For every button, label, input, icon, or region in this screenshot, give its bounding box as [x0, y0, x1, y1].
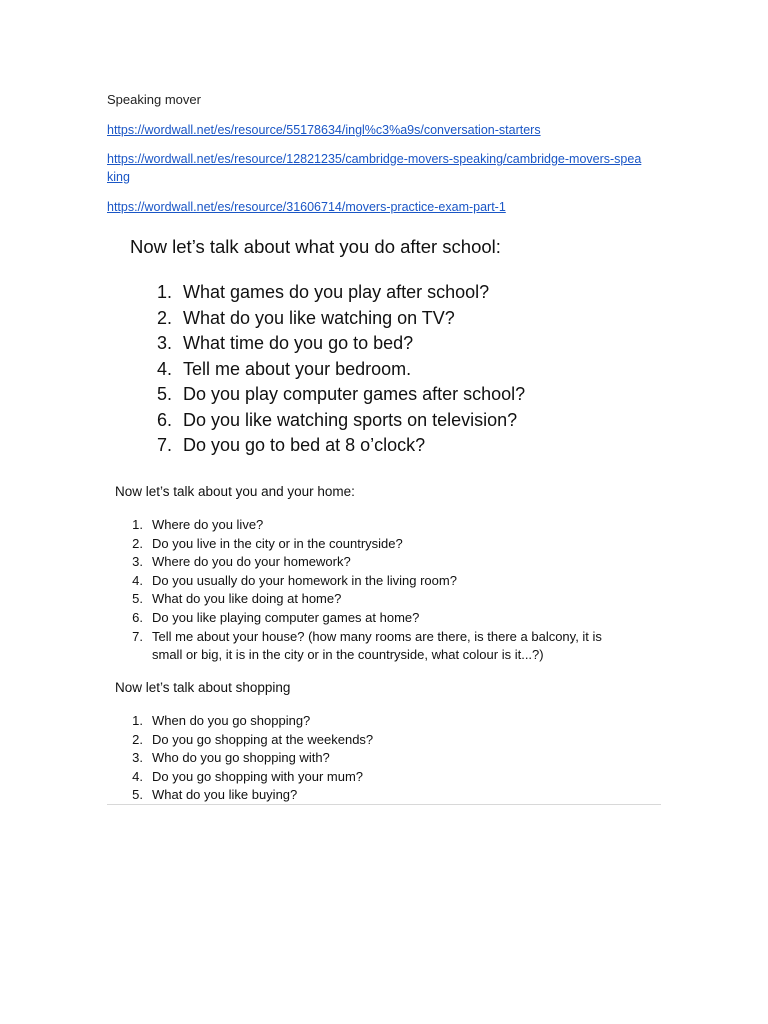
- document-title: Speaking mover: [107, 92, 201, 107]
- list-item: [152, 433, 525, 459]
- item-text: What games do you play after school?: [183, 282, 490, 302]
- item-number: 7.: [156, 435, 172, 455]
- list-item: [152, 357, 525, 383]
- list-item: [130, 572, 612, 591]
- item-number: 5.: [156, 384, 172, 404]
- item-text: When do you go shopping?: [152, 713, 311, 728]
- list-item: [130, 768, 373, 787]
- section-home: [112, 484, 612, 665]
- section-title: Now let’s talk about what you do after school:: [130, 236, 501, 257]
- item-number: 5.: [132, 591, 143, 607]
- item-number: 2.: [156, 307, 172, 328]
- item-text: What do you like buying?: [152, 787, 298, 803]
- list-item: [130, 609, 612, 628]
- question-list: [130, 516, 612, 665]
- list-item: [152, 306, 525, 332]
- list-item: [130, 535, 612, 554]
- list-item: [130, 786, 373, 805]
- item-number: 3.: [132, 750, 143, 766]
- item-text: Do you go shopping at the weekends?: [152, 731, 374, 747]
- item-text: Who do you go shopping with?: [152, 750, 330, 766]
- item-number: 4.: [132, 768, 143, 784]
- list-item: [130, 553, 612, 572]
- item-text: What time do you go to bed?: [183, 333, 414, 353]
- list-item: [130, 712, 373, 731]
- item-number: 1.: [132, 517, 143, 532]
- list-item: [152, 408, 525, 434]
- item-text: Tell me about your house? (how many rooms are there, is there a balcony, it is small or big, it is in the city or in the countryside, what colour is it...?): [152, 628, 602, 663]
- section-title: Now let’s talk about shopping: [115, 680, 291, 695]
- item-number: 4.: [132, 572, 143, 588]
- item-number: 5.: [132, 787, 143, 803]
- item-number: 1.: [132, 713, 143, 728]
- list-item: [152, 382, 525, 408]
- list-item: [152, 331, 525, 357]
- list-item: [130, 749, 373, 768]
- item-number: 1.: [156, 282, 172, 302]
- item-text: Do you play computer games after school?: [183, 384, 526, 404]
- question-list: [152, 280, 525, 459]
- list-item: [130, 628, 612, 665]
- item-number: 6.: [156, 409, 172, 430]
- resource-link-cambridge-movers-speaking[interactable]: https://wordwall.net/es/resource/12821235/cambridge-movers-speaking/cambridge-movers-speaking: [107, 152, 642, 184]
- item-text: Where do you live?: [152, 517, 264, 532]
- item-text: Where do you do your homework?: [152, 554, 351, 570]
- resource-link-conversation-starters[interactable]: https://wordwall.net/es/resource/55178634/ingl%c3%a9s/conversation-starters: [107, 123, 541, 137]
- list-item: [130, 731, 373, 750]
- item-text: What do you like doing at home?: [152, 591, 342, 607]
- item-number: 3.: [132, 554, 143, 570]
- section-after-school: [112, 236, 525, 459]
- item-text: Do you go shopping with your mum?: [152, 768, 364, 784]
- bottom-divider: [107, 804, 661, 805]
- resource-link-movers-practice-exam[interactable]: https://wordwall.net/es/resource/31606714/movers-practice-exam-part-1: [107, 200, 506, 214]
- item-text: What do you like watching on TV?: [183, 307, 455, 328]
- item-text: Do you like playing computer games at home?: [152, 609, 420, 625]
- item-text: Do you like watching sports on television?: [183, 409, 518, 430]
- list-item: [130, 516, 612, 535]
- item-number: 2.: [132, 731, 143, 747]
- list-item: [152, 280, 525, 306]
- question-list: [130, 712, 373, 805]
- item-text: Do you usually do your homework in the living room?: [152, 572, 457, 588]
- section-shopping: [112, 680, 373, 805]
- item-number: 4.: [156, 358, 172, 379]
- item-number: 3.: [156, 333, 172, 353]
- item-text: Do you go to bed at 8 o’clock?: [183, 435, 426, 455]
- list-item: [130, 590, 612, 609]
- item-number: 2.: [132, 535, 143, 551]
- item-text: Tell me about your bedroom.: [183, 358, 412, 379]
- item-number: 6.: [132, 609, 143, 625]
- section-title: Now let’s talk about you and your home:: [115, 484, 355, 499]
- item-number: 7.: [132, 628, 143, 644]
- item-text: Do you live in the city or in the countryside?: [152, 535, 403, 551]
